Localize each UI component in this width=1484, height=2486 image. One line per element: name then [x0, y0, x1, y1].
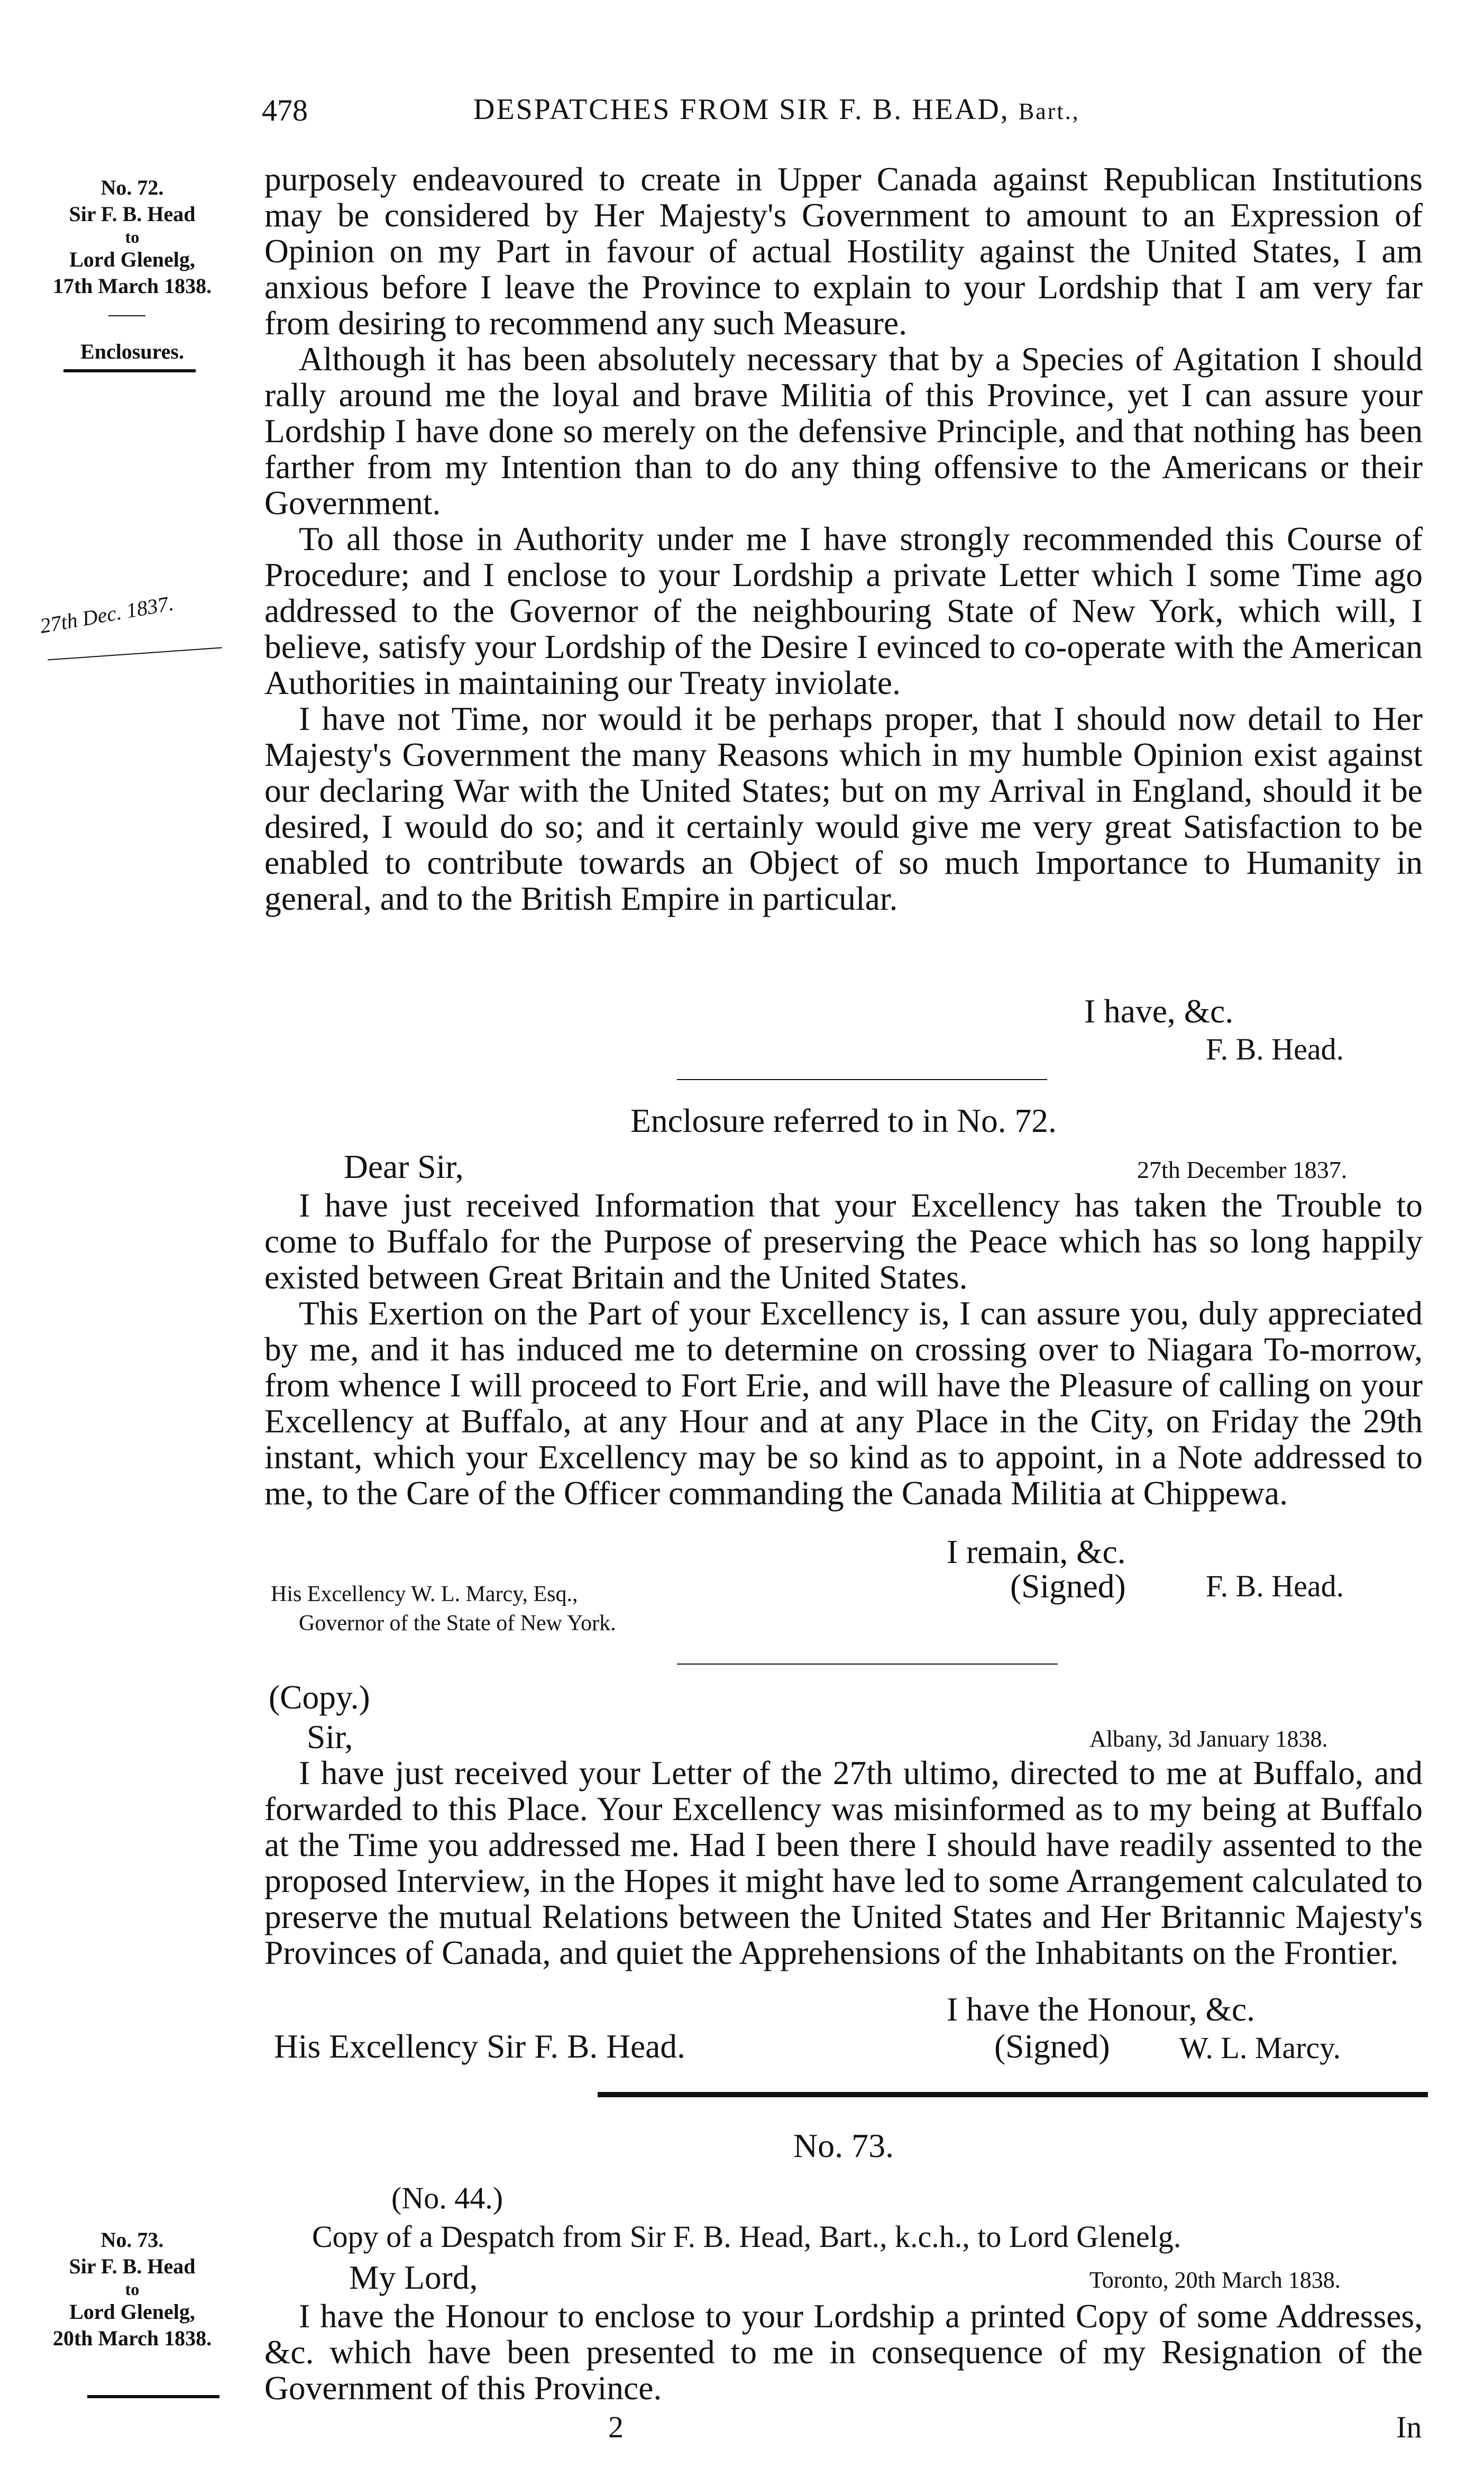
margin-date-note: 27th Dec. 1837. [38, 591, 176, 638]
despatch-73-title: Copy of a Despatch from Sir F. B. Head, Bart., k.c.h., to Lord Glenelg. [312, 2219, 1181, 2254]
margin-note-73-number: No. 73. [100, 2228, 164, 2252]
margin-divider-73 [87, 2395, 219, 2398]
section-divider-thick [598, 2092, 1428, 2097]
copy-addressee: His Excellency Sir F. B. Head. [274, 2027, 685, 2065]
despatch-73-body [264, 2298, 1423, 2406]
margin-note-72-date: 17th March 1838. [52, 274, 212, 298]
enclosure-addressee-1: His Excellency W. L. Marcy, Esq., [271, 1582, 578, 1606]
despatch-72-paragraph-3: To all those in Authority under me I have strongly recommended this Course of Procedure; and I enclose to your Lordship a private Letter which I some Time ago addressed to the Governor of the neighbouring State of New York, which will, I believe, satisfy your Lordship of the Desire I evinced to co-operate with the American Authorities in maintaining our Treaty inviolate. [264, 520, 1423, 701]
copy-signed: (Signed) [994, 2027, 1110, 2065]
margin-divider [63, 369, 196, 372]
margin-divider-short [108, 315, 145, 316]
section-divider-2 [677, 1664, 1058, 1665]
margin-note-72-number: No. 72. [100, 176, 164, 199]
margin-note-72-from: Sir F. B. Head [69, 202, 196, 226]
margin-note-73-date: 20th March 1838. [52, 2326, 212, 2350]
page-number: 478 [262, 93, 308, 127]
margin-date-underline [48, 647, 222, 660]
copy-label: (Copy.) [269, 1678, 370, 1716]
margin-note-73-to: to [125, 2280, 140, 2299]
margin-note-73-from: Sir F. B. Head [69, 2254, 196, 2278]
despatch-72-paragraph-4: I have not Time, nor would it be perhaps proper, that I should now detail to Her Majesty's Government the many Reasons which in my humble Opinion exist against our declaring War with the United States; but on my Arrival in England, should it be desired, I would do so; and it certainly would give me very great Satisfaction to be enabled to contribute towards an Object of so much Importance to Humanity in general, and to the British Empire in particular. [264, 700, 1423, 917]
despatch-72-paragraph-1: purposely endeavoured to create in Upper Canada against Republican Institutions may be considered by Her Majesty's Government to amount to an Expression of Opinion on my Part in favour of actual Hostility against the United States, I am anxious before I leave the Province to explain to your Lordship that I am very far from desiring to recommend any such Measure. [264, 160, 1423, 342]
margin-enclosures: Enclosures. [80, 340, 184, 363]
despatch-72-paragraph-2: Although it has been absolutely necessary that by a Species of Agitation I should rally around me the loyal and brave Militia of this Province, yet I can assure your Lordship I have done so merely on the defensive Principle, and that nothing has been farther from my Intention than to do any thing offensive to the Americans or their Government. [264, 340, 1423, 522]
running-head [473, 93, 1080, 126]
enclosure-signature: F. B. Head. [1206, 1569, 1344, 1603]
margin-note-72-to: to [125, 227, 140, 246]
enclosure-body [264, 1187, 1423, 1511]
copy-paragraph-1: I have just received your Letter of the 27th ultimo, directed to me at Buffalo, and forwarded to this Place. Your Excellency was misinformed as to my being at Buffalo at the Time you addressed me. Had I been there I should have readily assented to the proposed Interview, in the Hopes it might have led to some Arrangement calculated to preserve the mutual Relations between the United States and Her Britannic Majesty's Provinces of Canada, and quiet the Apprehensions of the Inhabitants on the Frontier. [264, 1754, 1423, 1971]
section-divider-1 [677, 1079, 1047, 1080]
margin-note-72 [21, 175, 243, 299]
copy-body [264, 1755, 1423, 1971]
signature-mark: 2 [608, 2410, 624, 2444]
margin-note-73-recipient: Lord Glenelg, [69, 2300, 195, 2324]
enclosure-salutation: Dear Sir, [344, 1148, 464, 1185]
running-head-suffix: Bart., [1018, 98, 1080, 124]
despatch-73-paragraph-1: I have the Honour to enclose to your Lordship a printed Copy of some Addresses, &c. which have been presented to me in consequence of my Resignation of the Government of this Province. [264, 2297, 1423, 2407]
margin-note-72-recipient: Lord Glenelg, [69, 248, 195, 271]
enclosure-heading: Enclosure referred to in No. 72. [630, 1102, 1057, 1139]
despatch-73-subnumber: (No. 44.) [391, 2181, 503, 2215]
copy-closing: I have the Honour, &c. [947, 1990, 1255, 2028]
despatch-73-date: Toronto, 20th March 1838. [1089, 2267, 1341, 2293]
enclosure-addressee-2: Governor of the State of New York. [299, 1611, 616, 1635]
margin-note-73 [21, 2227, 243, 2352]
despatch-73-salutation: My Lord, [349, 2259, 478, 2296]
enclosure-signed: (Signed) [1010, 1567, 1126, 1605]
despatch-72-body [264, 161, 1423, 917]
copy-salutation: Sir, [307, 1718, 353, 1756]
despatch-73-heading: No. 73. [793, 2127, 894, 2164]
copy-date: Albany, 3d January 1838. [1089, 1726, 1328, 1752]
copy-signature: W. L. Marcy. [1179, 2031, 1341, 2065]
enclosure-paragraph-1: I have just received Information that your Excellency has taken the Trouble to come to Buffalo for the Purpose of preserving the Peace which has so long happily existed between Great Britain and the United States. [264, 1186, 1423, 1296]
despatch-72-signature: F. B. Head. [1206, 1032, 1344, 1066]
enclosure-paragraph-2: This Exertion on the Part of your Excellency is, I can assure you, duly appreciated by me, and it has induced me to determine on crossing over to Niagara To-morrow, from whence I will proceed to Fort Erie, and will have the Pleasure of calling on your Excellency at Buffalo, at any Hour and at any Place in the City, on Friday the 29th instant, which your Excellency may be so kind as to appoint, in a Note addressed to me, to the Care of the Officer commanding the Canada Militia at Chippewa. [264, 1294, 1423, 1512]
running-head-title: DESPATCHES FROM SIR F. B. HEAD, [473, 93, 1010, 126]
catchword: In [1396, 2410, 1422, 2444]
despatch-72-closing: I have, &c. [1084, 992, 1234, 1030]
enclosure-closing: I remain, &c. [947, 1533, 1126, 1570]
enclosure-date: 27th December 1837. [1137, 1156, 1348, 1183]
